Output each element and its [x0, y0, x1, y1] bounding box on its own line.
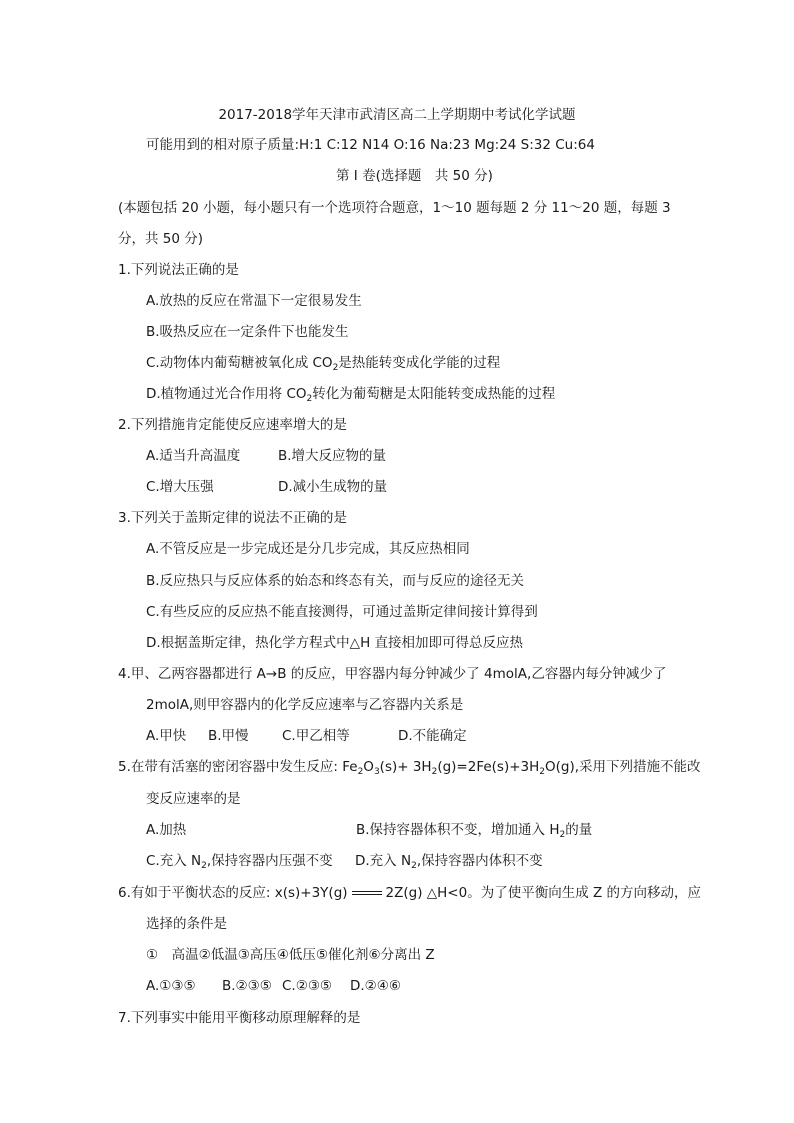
- q2-option-c: C.增大压强: [146, 479, 214, 495]
- q1-option-d: D.植物通过光合作用将 $CO_2$转化为葡萄糖是太阳能转变成热能的过程: [146, 386, 556, 404]
- q4-option-b: B.甲慢: [208, 728, 249, 744]
- q6-option-c: C.②③⑤: [282, 978, 333, 994]
- q5-stem-line-1: 5.在带有活塞的密闭容器中发生反应: $Fe_2O_3(s)+ 3H_2(g)=2Fe(s)+3H_2O(g)$,采用下列措施不能改: [118, 759, 701, 777]
- q3-stem: 3.下列关于盖斯定律的说法不正确的是: [118, 510, 347, 526]
- instructions-line-2: 分，共 50 分): [118, 231, 204, 247]
- q4-option-c: C.甲乙相等: [282, 728, 350, 744]
- q5-option-a: A.加热: [146, 822, 187, 838]
- q6-option-b: B.②③⑤: [222, 978, 272, 994]
- q2-option-d: D.减小生成物的量: [278, 479, 388, 495]
- q1-option-b: B.吸热反应在一定条件下也能发生: [146, 324, 349, 340]
- q3-option-b: B.反应热只与反应体系的始态和终态有关，而与反应的途径无关: [146, 573, 525, 589]
- q6-option-a: A.①③⑤: [146, 978, 196, 994]
- q2-stem: 2.下列措施肯定能使反应速率增大的是: [118, 417, 347, 433]
- q5-option-c: C.充入 $N_2$,保持容器内压强不变: [146, 853, 333, 871]
- q1-option-a: A.放热的反应在常温下一定很易发生: [146, 293, 362, 309]
- q2-option-b: B.增大反应物的量: [278, 448, 387, 464]
- q4-option-a: A.甲快: [146, 728, 187, 744]
- q6-option-d: D.②④⑥: [350, 978, 401, 994]
- q2-option-a: A.适当升高温度: [146, 448, 241, 464]
- q6-conditions: ① 高温②低温③高压④低压⑤催化剂⑥分离出 Z: [146, 947, 435, 963]
- q5-option-d: D.充入 $N_2$,保持容器内体积不变: [355, 853, 543, 871]
- exam-title: 2017-2018学年天津市武清区高二上学期期中考试化学试题: [218, 107, 576, 123]
- q7-stem: 7.下列事实中能用平衡移动原理解释的是: [118, 1010, 361, 1026]
- q3-option-a: A.不管反应是一步完成还是分几步完成，其反应热相同: [146, 541, 470, 557]
- atomic-masses: 可能用到的相对原子质量:H:1 C:12 N14 O:16 Na:23 Mg:24 S:32 Cu:64: [146, 137, 595, 153]
- section-title: 第 I 卷(选择题 共 50 分): [336, 168, 493, 184]
- q3-option-d: D.根据盖斯定律，热化学方程式中△H 直接相加即可得总反应热: [146, 635, 524, 651]
- instructions-line-1: (本题包括 20 小题，每小题只有一个选项符合题意，1～10 题每题 2 分 11～20 题，每题 3: [118, 200, 671, 216]
- q1-option-c: C.动物体内葡萄糖被氧化成 $CO_2$是热能转变成化学能的过程: [146, 355, 501, 373]
- q5-option-b: B.保持容器体积不变，增加通入 $H_2$的量: [356, 822, 593, 840]
- q4-stem-line-1: 4.甲、乙两容器都进行 A→B 的反应，甲容器内每分钟减少了 4molA,乙容器内每分钟减少了: [118, 666, 667, 682]
- q6-stem-line-1: 6.有如于平衡状态的反应: x(s)+3Y(g) 2Z(g) △H<0。为了使平衡向生成 Z 的方向移动，应: [118, 885, 702, 901]
- equilibrium-arrow-icon: [352, 888, 382, 898]
- q6-stem-line-2: 选择的条件是: [146, 916, 227, 932]
- q3-option-c: C.有些反应的反应热不能直接测得，可通过盖斯定律间接计算得到: [146, 604, 538, 620]
- q5-stem-line-2: 变反应速率的是: [146, 791, 241, 807]
- q4-stem-line-2: 2molA,则甲容器内的化学反应速率与乙容器内关系是: [146, 697, 464, 713]
- q1-stem: 1.下列说法正确的是: [118, 262, 239, 278]
- q4-option-d: D.不能确定: [398, 728, 467, 744]
